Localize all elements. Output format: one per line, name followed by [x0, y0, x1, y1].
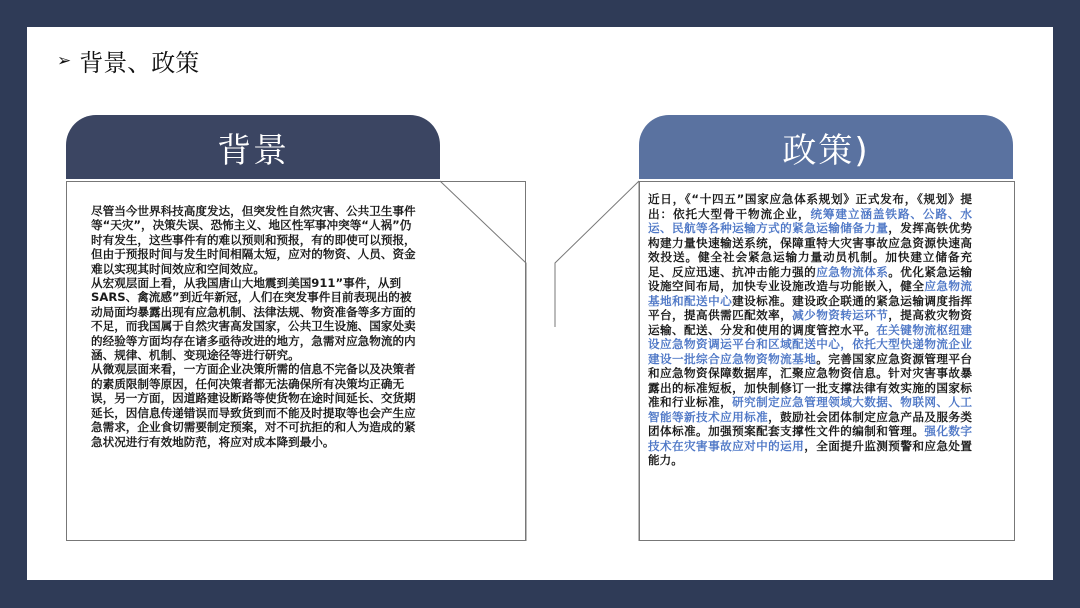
policy-highlight: 强化数字技术在灾害事故应对中的运用 [648, 424, 972, 453]
background-card [66, 181, 526, 541]
policy-segment: 建设标准。建设政企联通的紧急运输调度指挥平台，提高供需匹配效率， [648, 293, 972, 322]
background-paragraph: 从宏观层面上看，从我国唐山大地震到美国911”事件，从到SARS、禽流感”到近年新冠，人们在突发事件目前表现出的被动局面均暴露出现有应急机制、法律法规、物资准备等多方面的不足，而我国属于自然灾害高发国家，公共卫生设施、国家处卖的经验等方面均存在诸多亟待改进的地方，急需对应急物流的内涵、规律、机制、变现途径等进行研究。 [91, 276, 416, 363]
policy-highlight: 研究制定应急管理领域大数据、物联网、人工智能等新技术应用标准 [648, 395, 972, 424]
policy-segment: 近日，《“十四五”国家应急体系规划》正式发布，《规划》提出：依托大型骨干物流企业， [648, 192, 972, 221]
background-text [91, 204, 421, 449]
policy-highlight: 在关键物流枢纽建设应急物资调运平台和区域配送中心，依托大型快递物流企业建设一批综合应急物资物流基地 [648, 322, 972, 366]
policy-segment: ，提高救灾物资运输、配送、分发和使用的调度管控水平。 [648, 308, 972, 337]
policy-card [639, 181, 1015, 541]
policy-segment: 。优化紧急运输设施空间布局，加快专业设施改造与功能嵌入，健全 [648, 264, 972, 293]
background-tab: 背景 [66, 115, 440, 179]
policy-highlight: 应急物流基地和配送中心 [648, 279, 972, 308]
policy-segment: ，全面提升监测预警和应急处置能力。 [648, 438, 972, 467]
policy-segment: ，发挥高铁优势构建力量快速输送系统，保障重特大灾害事故应急资源快速高效投送。健全社会紧急运输力量动员机制。加快建立储备充足、反应迅速、抗冲击能力强的 [648, 221, 972, 279]
slide [27, 27, 1053, 580]
policy-highlight: 统筹建立涵盖铁路、公路、水运、民航等各种运输方式的紧急运输储备力量 [648, 206, 972, 235]
policy-highlight: 减少物资转运环节 [792, 308, 889, 322]
page-heading [57, 43, 199, 78]
policy-tab: 政策) [639, 115, 1013, 179]
right-card-fold-line [555, 181, 639, 327]
policy-segment: 。完善国家应急资源管理平台和应急物资保障数据库，汇聚应急物资信息。针对灾害事故暴露出的标准短板，加快制修订一批支撑法律有效实施的国家标准和行业标准， [648, 351, 972, 409]
policy-text [648, 192, 972, 468]
background-paragraph: 尽管当今世界科技高度发达，但突发性自然灾害、公共卫生事件等“天灾”，决策失误、恐怖主义、地区性军事冲突等“人祸”仍时有发生，这些事件有的难以预则和预报，有的即使可以预报，但由于预报时间与发生时间相隔太短，应对的物资、人员、资金难以实现其时间效应和空间效应。 [91, 204, 416, 276]
arrow-bullet-icon: ➢ [57, 50, 72, 71]
policy-highlight: 应急物流体系 [816, 264, 889, 279]
page-title: 背景、政策 [79, 49, 200, 77]
background-paragraph: 从微观层面来看，一方面企业决策所需的信息不完备以及决策者的素质限制等原因，任何决策者都无法确保所有决策均正确无误，另一方面，因道路建设断路等使货物在途时间延长、交货期延长，因信息传递错误而导致货到而不能及时提取等也会产生应急需求，企业食切需要制定预案，对不可抗拒的和人为造成的紧急状况进行有效地防范，将应对成本降到最小。 [91, 362, 416, 449]
policy-segment: ，鼓励社会团体制定应急产品及服务类团体标准。加强预案配套支撑性文件的编制和管理。 [648, 409, 972, 438]
